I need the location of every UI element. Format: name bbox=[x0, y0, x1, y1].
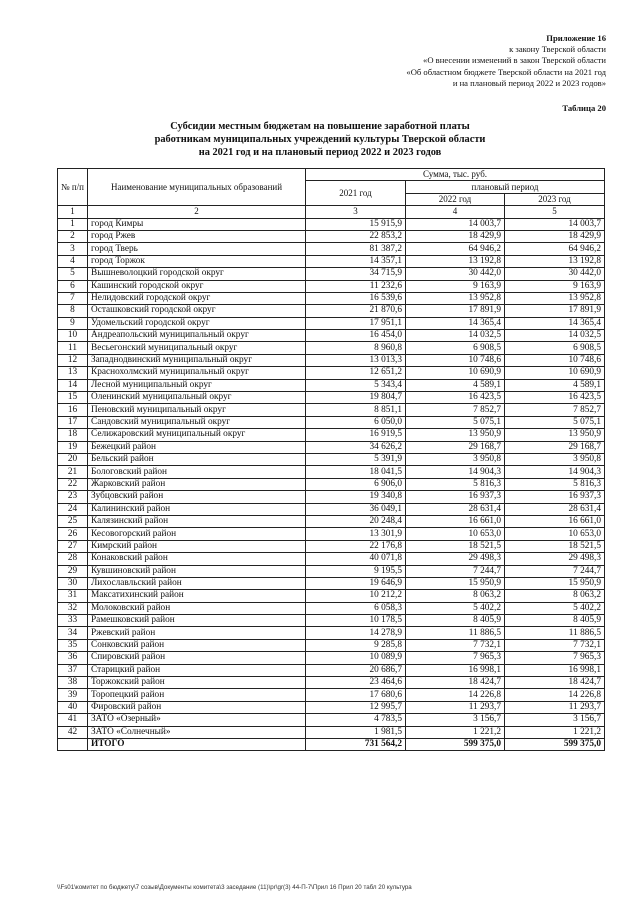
header-num: № п/п bbox=[58, 169, 88, 206]
value-2021: 6 906,0 bbox=[306, 478, 406, 490]
table-row bbox=[58, 305, 605, 317]
value-2022: 13 192,8 bbox=[406, 255, 505, 267]
header-index-row bbox=[58, 206, 605, 218]
row-number: 32 bbox=[58, 602, 88, 614]
value-2021: 6 058,3 bbox=[306, 602, 406, 614]
header-sum: Сумма, тыс. руб. bbox=[306, 169, 605, 181]
row-number: 26 bbox=[58, 528, 88, 540]
value-2021: 14 357,1 bbox=[306, 255, 406, 267]
value-2022: 11 886,5 bbox=[406, 627, 505, 639]
value-2023: 13 952,8 bbox=[505, 292, 605, 304]
value-2023: 7 732,1 bbox=[505, 639, 605, 651]
municipality-name: город Кимры bbox=[88, 218, 306, 230]
document-title bbox=[90, 120, 550, 159]
value-2023: 10 748,6 bbox=[505, 354, 605, 366]
value-2022: 28 631,4 bbox=[406, 503, 505, 515]
value-2023: 14 365,4 bbox=[505, 317, 605, 329]
table-row bbox=[58, 280, 605, 292]
municipality-name: ЗАТО «Солнечный» bbox=[88, 726, 306, 738]
value-2022: 8 063,2 bbox=[406, 590, 505, 602]
row-number: 20 bbox=[58, 453, 88, 465]
row-number: 35 bbox=[58, 639, 88, 651]
municipality-name: Селижаровский муниципальный округ bbox=[88, 429, 306, 441]
table-row bbox=[58, 503, 605, 515]
value-2023: 7 852,7 bbox=[505, 404, 605, 416]
table-row bbox=[58, 416, 605, 428]
value-2022: 17 891,9 bbox=[406, 305, 505, 317]
header-2021: 2021 год bbox=[306, 181, 406, 206]
title-line-2: работникам муниципальных учреждений культуры Тверской области bbox=[154, 134, 486, 145]
row-number: 38 bbox=[58, 677, 88, 689]
value-2022: 7 732,1 bbox=[406, 639, 505, 651]
municipality-name: Кимрский район bbox=[88, 540, 306, 552]
table-row bbox=[58, 367, 605, 379]
value-2023: 3 950,8 bbox=[505, 453, 605, 465]
row-number: 40 bbox=[58, 701, 88, 713]
value-2023: 13 950,9 bbox=[505, 429, 605, 441]
header-2023: 2023 год bbox=[505, 193, 605, 205]
value-2021: 34 715,9 bbox=[306, 268, 406, 280]
value-2023: 7 244,7 bbox=[505, 565, 605, 577]
value-2022: 14 365,4 bbox=[406, 317, 505, 329]
table-row bbox=[58, 515, 605, 527]
value-2022: 16 423,5 bbox=[406, 392, 505, 404]
municipality-name: Калязинский район bbox=[88, 515, 306, 527]
municipality-name: Ржевский район bbox=[88, 627, 306, 639]
table-row bbox=[58, 392, 605, 404]
municipality-name: Бологовский район bbox=[88, 466, 306, 478]
value-2021: 12 995,7 bbox=[306, 701, 406, 713]
value-2023: 16 661,0 bbox=[505, 515, 605, 527]
value-2022: 14 904,3 bbox=[406, 466, 505, 478]
row-number: 8 bbox=[58, 305, 88, 317]
table-row bbox=[58, 714, 605, 726]
table-row bbox=[58, 615, 605, 627]
index-cell: 5 bbox=[505, 206, 605, 218]
municipality-name: Фировский район bbox=[88, 701, 306, 713]
header-2022: 2022 год bbox=[406, 193, 505, 205]
table-row bbox=[58, 218, 605, 230]
row-number: 4 bbox=[58, 255, 88, 267]
value-2023: 4 589,1 bbox=[505, 379, 605, 391]
total-row bbox=[58, 738, 605, 750]
row-number: 28 bbox=[58, 553, 88, 565]
table-row bbox=[58, 243, 605, 255]
value-2021: 10 089,9 bbox=[306, 652, 406, 664]
municipality-name: Зубцовский район bbox=[88, 491, 306, 503]
municipality-name: Лихославльский район bbox=[88, 577, 306, 589]
value-2021: 19 646,9 bbox=[306, 577, 406, 589]
municipality-name: Весьегонский муниципальный округ bbox=[88, 342, 306, 354]
value-2023: 6 908,5 bbox=[505, 342, 605, 354]
municipality-name: город Ржев bbox=[88, 230, 306, 242]
value-2023: 15 950,9 bbox=[505, 577, 605, 589]
value-2021: 13 301,9 bbox=[306, 528, 406, 540]
annex-line-3: «Об областном бюджете Тверской области на 2021 год bbox=[406, 66, 606, 77]
value-2021: 16 919,5 bbox=[306, 429, 406, 441]
value-2023: 11 293,7 bbox=[505, 701, 605, 713]
row-number: 10 bbox=[58, 330, 88, 342]
total-2022: 599 375,0 bbox=[406, 738, 505, 750]
value-2021: 9 285,8 bbox=[306, 639, 406, 651]
table-row bbox=[58, 255, 605, 267]
index-cell: 2 bbox=[88, 206, 306, 218]
value-2022: 5 816,3 bbox=[406, 478, 505, 490]
municipality-name: Жарковский район bbox=[88, 478, 306, 490]
value-2021: 34 626,2 bbox=[306, 441, 406, 453]
value-2023: 16 937,3 bbox=[505, 491, 605, 503]
value-2023: 14 003,7 bbox=[505, 218, 605, 230]
table-row bbox=[58, 540, 605, 552]
value-2022: 10 748,6 bbox=[406, 354, 505, 366]
value-2022: 3 950,8 bbox=[406, 453, 505, 465]
total-label: ИТОГО bbox=[88, 738, 306, 750]
value-2023: 14 904,3 bbox=[505, 466, 605, 478]
row-number: 23 bbox=[58, 491, 88, 503]
table-row bbox=[58, 701, 605, 713]
municipality-name: Кашинский городской округ bbox=[88, 280, 306, 292]
value-2023: 29 168,7 bbox=[505, 441, 605, 453]
municipality-name: Нелидовский городской округ bbox=[88, 292, 306, 304]
value-2022: 64 946,2 bbox=[406, 243, 505, 255]
value-2021: 8 960,8 bbox=[306, 342, 406, 354]
municipality-name: Вышневолоцкий городской округ bbox=[88, 268, 306, 280]
row-number: 15 bbox=[58, 392, 88, 404]
table-row bbox=[58, 466, 605, 478]
table-row bbox=[58, 429, 605, 441]
table-row bbox=[58, 726, 605, 738]
table-row bbox=[58, 292, 605, 304]
value-2021: 1 981,5 bbox=[306, 726, 406, 738]
value-2023: 8 063,2 bbox=[505, 590, 605, 602]
total-num-cell bbox=[58, 738, 88, 750]
value-2023: 29 498,3 bbox=[505, 553, 605, 565]
value-2021: 6 050,0 bbox=[306, 416, 406, 428]
municipality-name: город Тверь bbox=[88, 243, 306, 255]
value-2021: 18 041,5 bbox=[306, 466, 406, 478]
annex-line-2: «О внесении изменений в закон Тверской области bbox=[423, 55, 606, 66]
table-row bbox=[58, 639, 605, 651]
value-2022: 30 442,0 bbox=[406, 268, 505, 280]
value-2021: 13 013,3 bbox=[306, 354, 406, 366]
table-row bbox=[58, 652, 605, 664]
municipality-name: Краснохолмский муниципальный округ bbox=[88, 367, 306, 379]
value-2022: 14 032,5 bbox=[406, 330, 505, 342]
value-2023: 28 631,4 bbox=[505, 503, 605, 515]
annex-line-4: и на плановый период 2022 и 2023 годов» bbox=[452, 77, 606, 88]
municipality-name: Оленинский муниципальный округ bbox=[88, 392, 306, 404]
row-number: 25 bbox=[58, 515, 88, 527]
index-cell: 3 bbox=[306, 206, 406, 218]
table-row bbox=[58, 354, 605, 366]
municipality-name: Молоковский район bbox=[88, 602, 306, 614]
municipality-name: Осташковский городской округ bbox=[88, 305, 306, 317]
row-number: 27 bbox=[58, 540, 88, 552]
value-2021: 23 464,6 bbox=[306, 677, 406, 689]
index-cell: 1 bbox=[58, 206, 88, 218]
value-2021: 14 278,9 bbox=[306, 627, 406, 639]
title-line-3: на 2021 год и на плановый период 2022 и 2023 годов bbox=[198, 147, 442, 158]
table-row bbox=[58, 528, 605, 540]
table-row bbox=[58, 441, 605, 453]
value-2022: 11 293,7 bbox=[406, 701, 505, 713]
subsidy-table bbox=[57, 168, 605, 751]
table-row bbox=[58, 553, 605, 565]
row-number: 7 bbox=[58, 292, 88, 304]
municipality-name: Андреапольский муниципальный округ bbox=[88, 330, 306, 342]
value-2022: 1 221,2 bbox=[406, 726, 505, 738]
table-body bbox=[58, 218, 605, 738]
row-number: 36 bbox=[58, 652, 88, 664]
municipality-name: Максатихинский район bbox=[88, 590, 306, 602]
row-number: 14 bbox=[58, 379, 88, 391]
row-number: 21 bbox=[58, 466, 88, 478]
value-2022: 13 950,9 bbox=[406, 429, 505, 441]
row-number: 12 bbox=[58, 354, 88, 366]
table-row bbox=[58, 664, 605, 676]
value-2022: 3 156,7 bbox=[406, 714, 505, 726]
row-number: 30 bbox=[58, 577, 88, 589]
value-2022: 18 521,5 bbox=[406, 540, 505, 552]
value-2023: 14 032,5 bbox=[505, 330, 605, 342]
value-2022: 7 852,7 bbox=[406, 404, 505, 416]
value-2021: 19 804,7 bbox=[306, 392, 406, 404]
value-2023: 10 690,9 bbox=[505, 367, 605, 379]
municipality-name: Удомельский городской округ bbox=[88, 317, 306, 329]
row-number: 11 bbox=[58, 342, 88, 354]
value-2021: 19 340,8 bbox=[306, 491, 406, 503]
value-2022: 5 075,1 bbox=[406, 416, 505, 428]
municipality-name: Кувшиновский район bbox=[88, 565, 306, 577]
value-2021: 16 454,0 bbox=[306, 330, 406, 342]
row-number: 18 bbox=[58, 429, 88, 441]
row-number: 17 bbox=[58, 416, 88, 428]
value-2021: 17 680,6 bbox=[306, 689, 406, 701]
value-2023: 17 891,9 bbox=[505, 305, 605, 317]
municipality-name: Бежецкий район bbox=[88, 441, 306, 453]
row-number: 41 bbox=[58, 714, 88, 726]
value-2022: 8 405,9 bbox=[406, 615, 505, 627]
value-2021: 4 783,5 bbox=[306, 714, 406, 726]
value-2023: 18 521,5 bbox=[505, 540, 605, 552]
value-2021: 20 686,7 bbox=[306, 664, 406, 676]
value-2023: 8 405,9 bbox=[505, 615, 605, 627]
value-2021: 36 049,1 bbox=[306, 503, 406, 515]
value-2021: 17 951,1 bbox=[306, 317, 406, 329]
value-2021: 40 071,8 bbox=[306, 553, 406, 565]
value-2023: 5 075,1 bbox=[505, 416, 605, 428]
value-2023: 16 423,5 bbox=[505, 392, 605, 404]
value-2021: 8 851,1 bbox=[306, 404, 406, 416]
row-number: 2 bbox=[58, 230, 88, 242]
table-row bbox=[58, 453, 605, 465]
table-row bbox=[58, 317, 605, 329]
value-2023: 18 424,7 bbox=[505, 677, 605, 689]
row-number: 37 bbox=[58, 664, 88, 676]
municipality-name: Сандовский муниципальный округ bbox=[88, 416, 306, 428]
value-2021: 16 539,6 bbox=[306, 292, 406, 304]
total-2023: 599 375,0 bbox=[505, 738, 605, 750]
annex-line-1: к закону Тверской области bbox=[509, 44, 606, 55]
value-2021: 10 178,5 bbox=[306, 615, 406, 627]
value-2021: 10 212,2 bbox=[306, 590, 406, 602]
value-2022: 18 429,9 bbox=[406, 230, 505, 242]
value-2023: 16 998,1 bbox=[505, 664, 605, 676]
value-2022: 4 589,1 bbox=[406, 379, 505, 391]
value-2021: 21 870,6 bbox=[306, 305, 406, 317]
value-2021: 5 391,9 bbox=[306, 453, 406, 465]
value-2021: 15 915,9 bbox=[306, 218, 406, 230]
value-2022: 14 003,7 bbox=[406, 218, 505, 230]
value-2022: 15 950,9 bbox=[406, 577, 505, 589]
table-row bbox=[58, 330, 605, 342]
value-2023: 30 442,0 bbox=[505, 268, 605, 280]
annex-header bbox=[406, 33, 606, 89]
value-2022: 7 965,3 bbox=[406, 652, 505, 664]
value-2023: 7 965,3 bbox=[505, 652, 605, 664]
table-row bbox=[58, 577, 605, 589]
municipality-name: Конаковский район bbox=[88, 553, 306, 565]
header-name: Наименование муниципальных образований bbox=[88, 169, 306, 206]
row-number: 3 bbox=[58, 243, 88, 255]
municipality-name: Спировский район bbox=[88, 652, 306, 664]
value-2023: 14 226,8 bbox=[505, 689, 605, 701]
row-number: 19 bbox=[58, 441, 88, 453]
file-path-footer: \\Fs01\комитет по бюджету\7 созыв\Документы комитета\3 заседание (11)\pr\gr(3) 44-П-7\Прил 16 Прил 20 табл 20 культура bbox=[57, 884, 412, 891]
municipality-name: ЗАТО «Озерный» bbox=[88, 714, 306, 726]
title-line-1: Субсидии местным бюджетам на повышение заработной платы bbox=[170, 121, 470, 132]
value-2021: 81 387,2 bbox=[306, 243, 406, 255]
value-2022: 7 244,7 bbox=[406, 565, 505, 577]
table-row bbox=[58, 602, 605, 614]
index-cell: 4 bbox=[406, 206, 505, 218]
row-number: 34 bbox=[58, 627, 88, 639]
row-number: 22 bbox=[58, 478, 88, 490]
value-2023: 18 429,9 bbox=[505, 230, 605, 242]
table-row bbox=[58, 268, 605, 280]
municipality-name: Торопецкий район bbox=[88, 689, 306, 701]
value-2021: 11 232,6 bbox=[306, 280, 406, 292]
table-row bbox=[58, 404, 605, 416]
municipality-name: Торжокский район bbox=[88, 677, 306, 689]
row-number: 39 bbox=[58, 689, 88, 701]
value-2023: 13 192,8 bbox=[505, 255, 605, 267]
value-2021: 22 853,2 bbox=[306, 230, 406, 242]
table-row bbox=[58, 379, 605, 391]
value-2023: 11 886,5 bbox=[505, 627, 605, 639]
municipality-name: Сонковский район bbox=[88, 639, 306, 651]
municipality-name: Пеновский муниципальный округ bbox=[88, 404, 306, 416]
value-2022: 16 661,0 bbox=[406, 515, 505, 527]
row-number: 16 bbox=[58, 404, 88, 416]
value-2021: 5 343,4 bbox=[306, 379, 406, 391]
value-2023: 1 221,2 bbox=[505, 726, 605, 738]
table-row bbox=[58, 565, 605, 577]
municipality-name: Кесовогорский район bbox=[88, 528, 306, 540]
municipality-name: город Торжок bbox=[88, 255, 306, 267]
value-2021: 12 651,2 bbox=[306, 367, 406, 379]
municipality-name: Рамешковский район bbox=[88, 615, 306, 627]
value-2023: 64 946,2 bbox=[505, 243, 605, 255]
value-2021: 22 176,8 bbox=[306, 540, 406, 552]
value-2022: 29 168,7 bbox=[406, 441, 505, 453]
header-planned: плановый период bbox=[406, 181, 605, 193]
row-number: 6 bbox=[58, 280, 88, 292]
value-2022: 16 937,3 bbox=[406, 491, 505, 503]
value-2022: 10 690,9 bbox=[406, 367, 505, 379]
value-2022: 6 908,5 bbox=[406, 342, 505, 354]
table-row bbox=[58, 689, 605, 701]
annex-title: Приложение 16 bbox=[546, 33, 606, 43]
value-2022: 14 226,8 bbox=[406, 689, 505, 701]
table-row bbox=[58, 590, 605, 602]
value-2022: 9 163,9 bbox=[406, 280, 505, 292]
row-number: 24 bbox=[58, 503, 88, 515]
value-2023: 9 163,9 bbox=[505, 280, 605, 292]
row-number: 1 bbox=[58, 218, 88, 230]
value-2022: 16 998,1 bbox=[406, 664, 505, 676]
table-row bbox=[58, 230, 605, 242]
row-number: 13 bbox=[58, 367, 88, 379]
table-number: Таблица 20 bbox=[562, 103, 606, 113]
row-number: 29 bbox=[58, 565, 88, 577]
table-row bbox=[58, 677, 605, 689]
row-number: 31 bbox=[58, 590, 88, 602]
value-2021: 9 195,5 bbox=[306, 565, 406, 577]
municipality-name: Бельский район bbox=[88, 453, 306, 465]
municipality-name: Лесной муниципальный округ bbox=[88, 379, 306, 391]
value-2023: 5 402,2 bbox=[505, 602, 605, 614]
value-2023: 3 156,7 bbox=[505, 714, 605, 726]
municipality-name: Западнодвинский муниципальный округ bbox=[88, 354, 306, 366]
value-2022: 18 424,7 bbox=[406, 677, 505, 689]
value-2022: 13 952,8 bbox=[406, 292, 505, 304]
municipality-name: Старицкий район bbox=[88, 664, 306, 676]
table-row bbox=[58, 478, 605, 490]
row-number: 33 bbox=[58, 615, 88, 627]
value-2022: 10 653,0 bbox=[406, 528, 505, 540]
table-row bbox=[58, 342, 605, 354]
row-number: 9 bbox=[58, 317, 88, 329]
table-row bbox=[58, 627, 605, 639]
table-row bbox=[58, 491, 605, 503]
total-2021: 731 564,2 bbox=[306, 738, 406, 750]
row-number: 5 bbox=[58, 268, 88, 280]
value-2022: 29 498,3 bbox=[406, 553, 505, 565]
municipality-name: Калининский район bbox=[88, 503, 306, 515]
value-2023: 5 816,3 bbox=[505, 478, 605, 490]
row-number: 42 bbox=[58, 726, 88, 738]
value-2022: 5 402,2 bbox=[406, 602, 505, 614]
value-2021: 20 248,4 bbox=[306, 515, 406, 527]
value-2023: 10 653,0 bbox=[505, 528, 605, 540]
